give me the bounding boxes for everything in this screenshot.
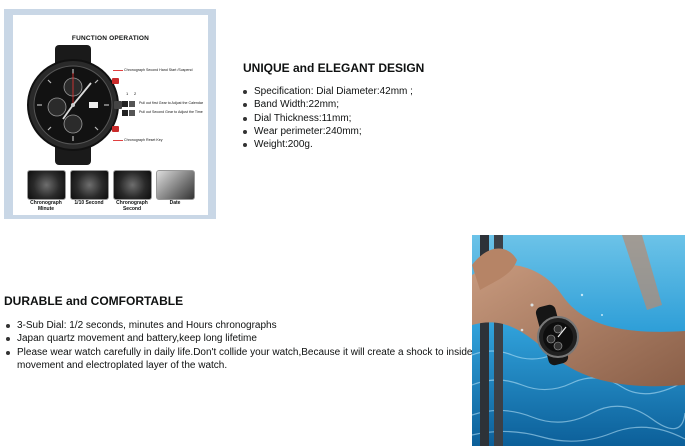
durable-feature-item: Japan quartz movement and battery,keep long lifetime: [3, 332, 475, 345]
durable-heading: DURABLE and COMFORTABLE: [4, 294, 184, 308]
thumbnail-label-second: Chronograph Second: [116, 200, 148, 212]
callout-start-suspend: Chronograph Second Hand Start /Suspend: [124, 68, 193, 72]
thumbnail-label-date: Date: [169, 200, 181, 206]
design-spec-item: Band Width:22mm;: [240, 98, 413, 111]
callout-adjust-calendar: Pull out first Gear to Adjust the Calendar: [139, 101, 204, 105]
watch-diagram-illustration: [23, 45, 123, 165]
design-spec-item: Specification: Dial Diameter:42mm ;: [240, 85, 413, 98]
durable-feature-list: [3, 319, 475, 372]
thumbnail-label-minute: Chronograph Minute: [30, 200, 62, 212]
design-spec-item: Wear perimeter:240mm;: [240, 125, 413, 138]
thumbnail-chronograph-second-image: [113, 170, 152, 200]
thumbnail-label-tenth-second: 1/10 Second: [74, 200, 104, 206]
crown-step-1: 1: [126, 91, 129, 96]
thumbnail-date-image: [156, 170, 195, 200]
callout-adjust-time: Pull out Second Gear to Adjust the Time: [139, 110, 203, 114]
durable-feature-item: 3-Sub Dial: 1/2 seconds, minutes and Hours chronographs: [3, 319, 475, 332]
callout-line-start: [113, 70, 123, 71]
design-spec-item: Dial Thickness:11mm;: [240, 112, 413, 125]
function-operation-figure: [4, 9, 216, 219]
thumbnail-tenth-second-image: [70, 170, 109, 200]
design-spec-list: [240, 85, 413, 151]
crown-gear-icon: [121, 99, 137, 119]
callout-line-reset: [113, 140, 123, 141]
durable-feature-item: Please wear watch carefully in daily life.Don't collide your watch,Because it will create a shock to inside movement and electroplated layer of the watch.: [3, 346, 475, 373]
function-operation-title: FUNCTION OPERATION: [71, 35, 150, 42]
function-operation-panel: [13, 15, 208, 215]
design-heading: UNIQUE and ELEGANT DESIGN: [243, 61, 425, 75]
callout-reset-key: Chronograph Reset Key: [124, 138, 163, 142]
pool-scene-illustration: [472, 235, 685, 446]
design-spec-item: Weight:200g.: [240, 138, 413, 151]
function-thumbnails: [26, 170, 196, 210]
wrist-watch-in-pool-photo: [472, 235, 685, 446]
thumbnail-chronograph-minute-image: [27, 170, 66, 200]
crown-step-2: 2: [134, 91, 137, 96]
